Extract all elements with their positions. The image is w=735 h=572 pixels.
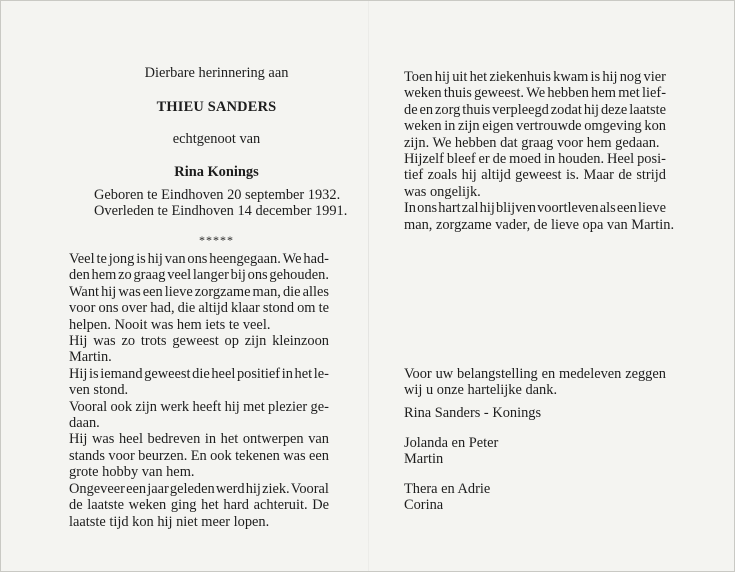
text-line: Hij is iemand geweest die heel positief in het le- [69, 365, 329, 382]
family2-child: Corina [404, 497, 444, 514]
text-line: Ongeveer een jaar geleden werd hij ziek. Vooral [69, 480, 329, 497]
birth-line: Geboren te Eindhoven 20 september 1932. [94, 187, 341, 203]
text-line: de en zorg thuis verpleegd zodat hij deze laatste [404, 101, 666, 118]
signature-family-1 [404, 435, 498, 468]
deceased-name: THIEU SANDERS [156, 99, 277, 115]
text-line: Vooral ook zijn werk heeft hij met plezier ge- [69, 398, 329, 415]
text-line: Veel te jong is hij van ons heengegaan. We had- [69, 251, 329, 267]
text-line: Toen hij uit het ziekenhuis kwam is hij nog vier [404, 69, 666, 85]
separator-stars: ***** [199, 233, 234, 247]
text-line: daan. [69, 415, 100, 432]
text-line: den hem zo graag veel langer bij ons gehouden. [69, 267, 329, 284]
widow-name: Rina Sanders - Konings [404, 405, 542, 421]
text-line: In ons hart zal hij blijven voortleven als een lieve [404, 200, 666, 217]
text-line: Hij was heel bedreven in het ontwerpen van [69, 431, 329, 448]
text-line: man, zorgzame vader, de lieve opa van Martin. [404, 216, 675, 233]
death-line: Overleden te Eindhoven 14 december 1991. [94, 203, 348, 219]
text-line: stands voor beurzen. En ook tekenen was een [69, 447, 329, 464]
signature-widow [404, 405, 541, 421]
text-line: weken in zijn eigen vertrouwde omgeving kon [404, 118, 666, 135]
right-body-text [404, 69, 675, 233]
relation-text: echtgenoot van [172, 131, 261, 147]
family2-names: Thera en Adrie [404, 481, 491, 497]
text-line: Voor uw belangstelling en medeleven zeggen [404, 366, 666, 382]
text-line: wij u onze hartelijke dank. [404, 382, 558, 399]
text-line: Hijzelf bleef er de moed in houden. Heel posi- [404, 151, 666, 168]
text-line: laatste tijd kon hij niet meer lopen. [69, 513, 270, 530]
intro-text: Dierbare herinnering aan [144, 65, 289, 81]
text-line: helpen. Nooit was hem iets te veel. [69, 316, 271, 333]
thanks-text [404, 366, 666, 399]
card-fold [368, 1, 369, 571]
text-line: ven stond. [69, 382, 129, 399]
family1-child: Martin [404, 451, 444, 468]
text-line: Martin. [69, 349, 112, 366]
text-line: Want hij was een lieve zorgzame man, die alles [69, 283, 329, 300]
text-line: was ongelijk. [404, 183, 481, 200]
text-line: zijn. We hebben dat graag voor hem gedaan. [404, 134, 660, 151]
spouse-name: Rina Konings [174, 164, 259, 180]
text-line: weken thuis geweest. We hebben hem met lief- [404, 85, 666, 102]
text-line: tief zoals hij altijd geweest is. Maar de strijd [404, 167, 666, 184]
text-line: voor ons over had, die altijd klaar stond om te [69, 300, 329, 317]
left-body-text [69, 251, 329, 530]
text-line: Hij was zo trots geweest op zijn kleinzoon [69, 333, 329, 350]
text-line: de laatste weken ging het hard achteruit. De [69, 497, 329, 514]
text-line: grote hobby van hem. [69, 464, 195, 481]
signature-family-2 [404, 481, 490, 514]
family1-names: Jolanda en Peter [404, 435, 499, 451]
